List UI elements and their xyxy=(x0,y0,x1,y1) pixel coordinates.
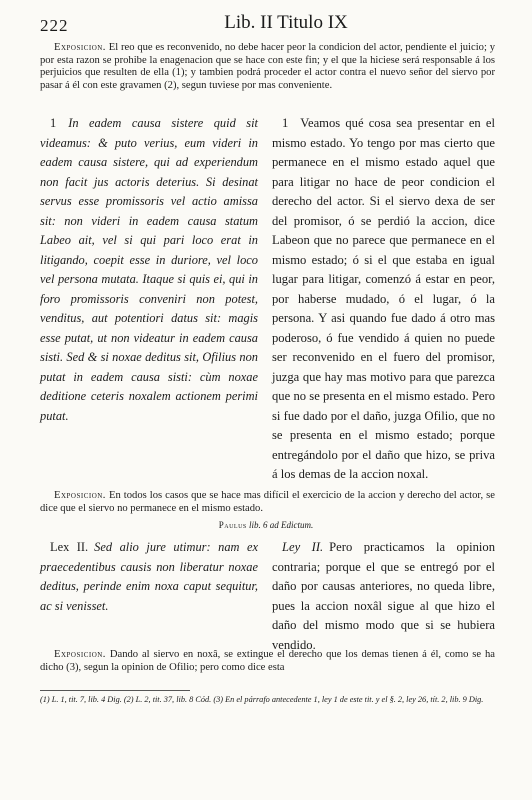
paragraph-number: 1 xyxy=(50,116,57,130)
law-heading: Lex II. xyxy=(50,540,89,554)
exposicion-label: Exposicion. xyxy=(54,490,106,501)
exposicion-label: Exposicion. xyxy=(54,649,106,660)
spanish-paragraph-1 xyxy=(272,114,495,485)
citation-author: Paulus xyxy=(218,520,247,530)
exposicion-paragraph-1 xyxy=(40,42,495,92)
law-heading: Ley II. xyxy=(282,540,324,554)
latin-text: Sed alio jure utimur: nam ex praecedentibus causis non liberatur noxae deditus, perinde enim noxa caput sequitur, ac si venisset. xyxy=(40,540,258,613)
exposicion-text: Dando al siervo en noxâ, se extingue el derecho que los demas tienen á él, como se ha dicho (3), segun la opinion de Ofilio; pero como dice esta xyxy=(40,649,495,673)
page-number: 222 xyxy=(40,16,69,35)
spanish-text: Pero practicamos la opinion contraria; porque el que se entregó por el daño por causas anteriores, no queda libre, pues la accion noxâl sigue al que hizo el daño del mismo modo que si se hubiera vendido. xyxy=(272,540,495,652)
spanish-text: Veamos qué cosa sea presentar en el mismo estado. Yo tengo por mas cierto que permanece en el mismo estado aquel que para litigar no hace de peor condicion el derecho del actor. Si el siervo dexa de ser del promisor, ó se perdió la accion, dice Labeon que no parece que permanece en el mismo estado; ó si el que estaba en igual lugar para litigar, comenzó á estar en peor, por haberse mudado, ó el lugar, ó la persona. Y asi quando fue dado á otro mas poderoso, ó fue vendido á quien no puede ser reconvenido en el fuero del promisor, juzga que hay mas motivo para que parezca que no se presenta en el mismo estado. Pero si fue dado por el daño, juzga Ofilio, que no se presenta en el mismo estado; porque entregándolo por el daño que hizo, se priva á los demas de la accion noxal. xyxy=(272,116,495,481)
exposicion-text: En todos los casos que se hace mas difícil el exercicio de la accion y derecho del actor, se dice que el siervo no permanece en el mismo estado. xyxy=(40,490,496,514)
spanish-paragraph-2 xyxy=(272,538,495,655)
exposicion-paragraph-3 xyxy=(40,649,495,674)
running-title: Lib. II Titulo IX xyxy=(224,12,348,33)
exposicion-label: Exposicion. xyxy=(54,42,106,53)
latin-paragraph-2 xyxy=(40,538,258,616)
latin-paragraph-1 xyxy=(40,114,258,426)
exposicion-paragraph-2 xyxy=(40,490,495,515)
source-citation xyxy=(0,520,532,530)
paragraph-number: 1 xyxy=(282,116,289,130)
exposicion-text: El reo que es reconvenido, no debe hacer peor la condicion del actor, pendiente el juicio; y por esta razon se prohibe la enagenacion que se hace con este fin; y el que la hiciese será responsable á los perjuicios que resulten de ella (1); y tambien podrá proceder el actor contra el nuevo señor del siervo por pasar á él con este gravamen (2), segun tuviese por mas conveniente. xyxy=(40,42,495,91)
latin-text: In eadem causa sistere quid sit videamus: & puto verius, eum videri in eadem causa sistere, qui ad experiendum non facit jus actoris deterius. Si desinat servus esse promissoris vel actio amissa sit: non videri in eadem causa statum Labeo ait, vel si qui pari loco erat in litigando, coepit esse in duriore, vel loco vel persona mutata. Itaque si quis ei, qui in foro promissoris conveniri non potest, venditus, aut potentiori datus sit: magis esse putat, ut non videatur in eadem causa sisti. Sed & si noxae deditus sit, Ofilius non putat in eadem causa sisti: cùm noxae deditione ceteris noxalem actionem perimi putat. xyxy=(40,116,258,423)
footnote-rule xyxy=(40,690,190,691)
footnotes: (1) L. 1, tit. 7, lib. 4 Dig. (2) L. 2, tit. 37, lib. 8 Cód. (3) En el párrafo antecedente 1, ley 1 de este tit. y el §. 2, ley 26, tít. 2, lib. 9 Dig. xyxy=(40,695,484,704)
citation-source: lib. 6 ad Edictum. xyxy=(249,520,314,530)
